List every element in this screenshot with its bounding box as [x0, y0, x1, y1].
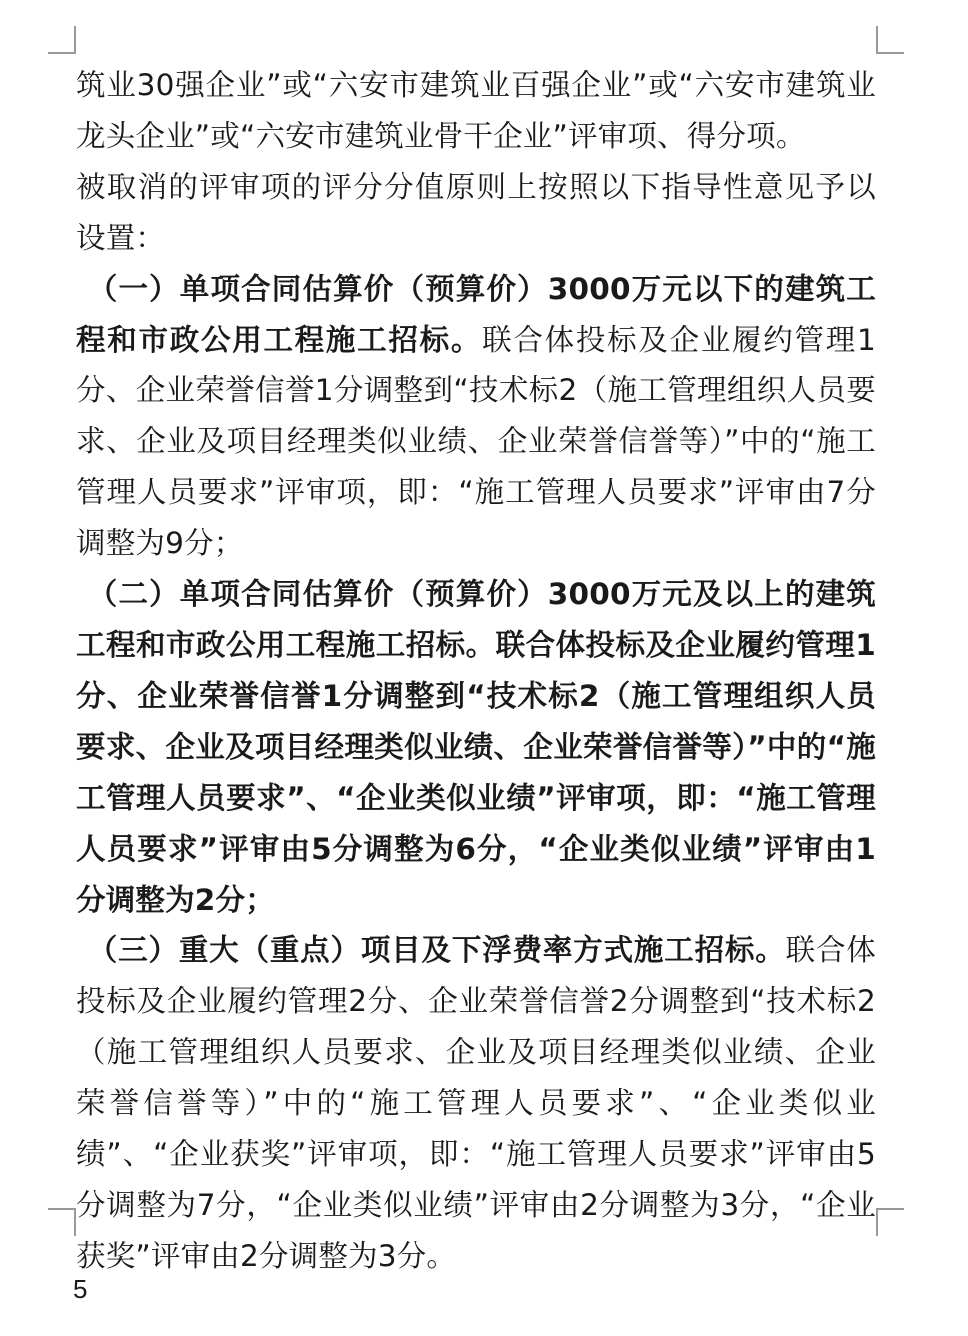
- section-3-body: 联合体投标及企业履约管理2分、企业荣誉信誉2分调整到“技术标2（施工管理组织人员要求、企业及项目经理类似业绩、企业荣誉信誉等）”中的“施工管理人员要求”、“企业类似业绩”、“企业获奖”评审项，即：“施工管理人员要求”评审由5分调整为7分，“企业类似业绩”评审由2分调整为3分，“企业获奖”评审由2分调整为3分。: [76, 933, 876, 1273]
- paragraph-continuation: 筑业30强企业”或“六安市建筑业百强企业”或“六安市建筑业龙头企业”或“六安市建筑业骨干企业”评审项、得分项。: [76, 68, 876, 153]
- section-1-body: 联合体投标及企业履约管理1分、企业荣誉信誉1分调整到“技术标2（施工管理组织人员要求、企业及项目经理类似业绩、企业荣誉信誉等）”中的“施工管理人员要求”评审项，即：“施工管理人员要求”评审由7分调整为9分；: [76, 322, 876, 561]
- crop-mark-top-left: [48, 26, 76, 54]
- section-3-heading: （三）重大（重点）项目及下浮费率方式施工招标。: [87, 933, 786, 968]
- section-1: [76, 264, 876, 569]
- crop-mark-bottom-right: [876, 1208, 904, 1236]
- paragraph-intro: 被取消的评审项的评分分值原则上按照以下指导性意见予以设置：: [76, 169, 876, 255]
- section-3: [76, 925, 876, 1281]
- page-number: 5: [73, 1274, 88, 1304]
- section-1-heading: （一）单项合同估算价（预算价）3000万元以下的建筑工程和市政公用工程施工招标。: [76, 271, 876, 357]
- crop-mark-top-right: [876, 26, 904, 54]
- document-body: [76, 60, 876, 1282]
- crop-mark-bottom-left: [48, 1208, 76, 1236]
- section-2: （二）单项合同估算价（预算价）3000万元及以上的建筑工程和市政公用工程施工招标。联合体投标及企业履约管理1分、企业荣誉信誉1分调整到“技术标2（施工管理组织人员要求、企业及项目经理类似业绩、企业荣誉信誉等）”中的“施工管理人员要求”、“企业类似业绩”评审项，即：“施工管理人员要求”评审由5分调整为6分，“企业类似业绩”评审由1分调整为2分；: [76, 577, 876, 917]
